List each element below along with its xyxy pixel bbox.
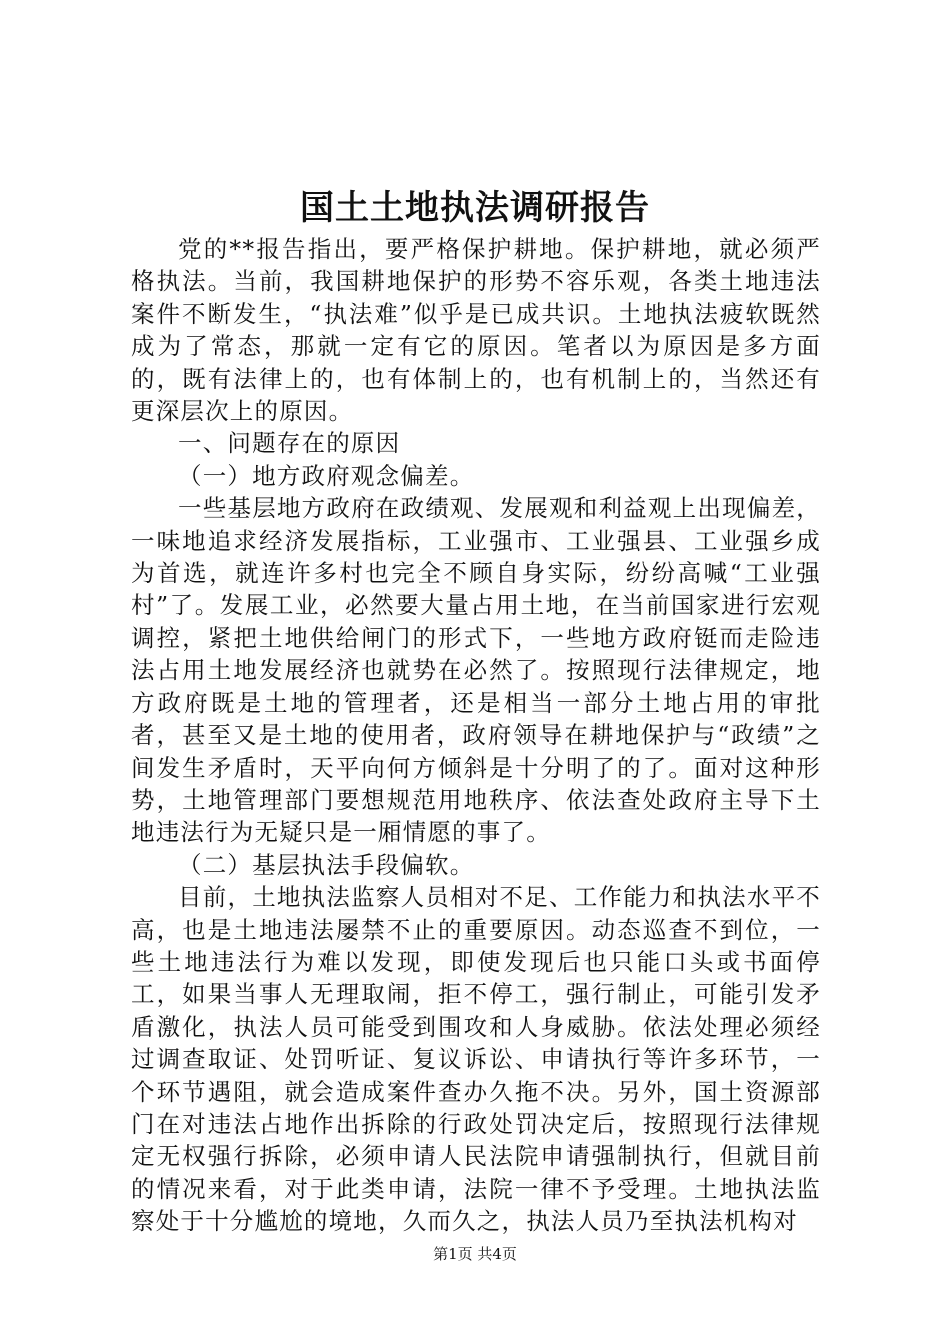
subsection-heading: （二）基层执法手段偏软。 [178,850,475,879]
intro-paragraph: 党的**报告指出，要严格保护耕地。保护耕地，就必须严格执法。当前，我国耕地保护的形势不容乐观，各类土地违法案件不断发生，“执法难”似乎是已成共识。土地执法疲软既然成为了常态，那就一定有它的原因。笔者以为原因是多方面的，既有法律上的，也有体制上的，也有机制上的，当然还有更深层次上的原因。 [131,235,821,426]
body-paragraph: 目前，土地执法监察人员相对不足、工作能力和执法水平不高，也是土地违法屡禁不止的重要原因。动态巡查不到位，一些土地违法行为难以发现，即使发现后也只能口头或书面停工，如果当事人无理取闹，拒不停工，强行制止，可能引发矛盾激化，执法人员可能受到围攻和人身威胁。依法处理必须经过调查取证、处罚听证、复议诉讼、申请执行等许多环节，一个环节遇阻，就会造成案件查办久拖不决。另外，国土资源部门在对违法占地作出拆除的行政处罚决定后，按照现行法律规定无权强行拆除，必须申请人民法院申请强制执行，但就目前的情况来看，对于此类申请，法院一律不予受理。土地执法监察处于十分尴尬的境地，久而久之，执法人员乃至执法机构对 [131,883,821,1236]
page-footer: 第1页 共4页 [433,1245,517,1263]
document-body [131,233,821,1238]
body-paragraph: 一些基层地方政府在政绩观、发展观和利益观上出现偏差，一味地追求经济发展指标，工业强市、工业强县、工业强乡成为首选，就连许多村也完全不顾自身实际，纷纷高喊“工业强村”了。发展工业，必然要大量占用土地，在当前国家进行宏观调控，紧把土地供给闸门的形式下，一些地方政府铤而走险违法占用土地发展经济也就势在必然了。按照现行法律规定，地方政府既是土地的管理者，还是相当一部分土地占用的审批者，甚至又是土地的使用者，政府领导在耕地保护与“政绩”之间发生矛盾时，天平向何方倾斜是十分明了的了。面对这种形势，土地管理部门要想规范用地秩序、依法查处政府主导下土地违法行为无疑只是一厢情愿的事了。 [131,494,821,847]
subsection-heading: （一）地方政府观念偏差。 [178,461,475,490]
document-title: 国土土地执法调研报告 [300,188,650,228]
section-heading: 一、问题存在的原因 [178,429,401,458]
